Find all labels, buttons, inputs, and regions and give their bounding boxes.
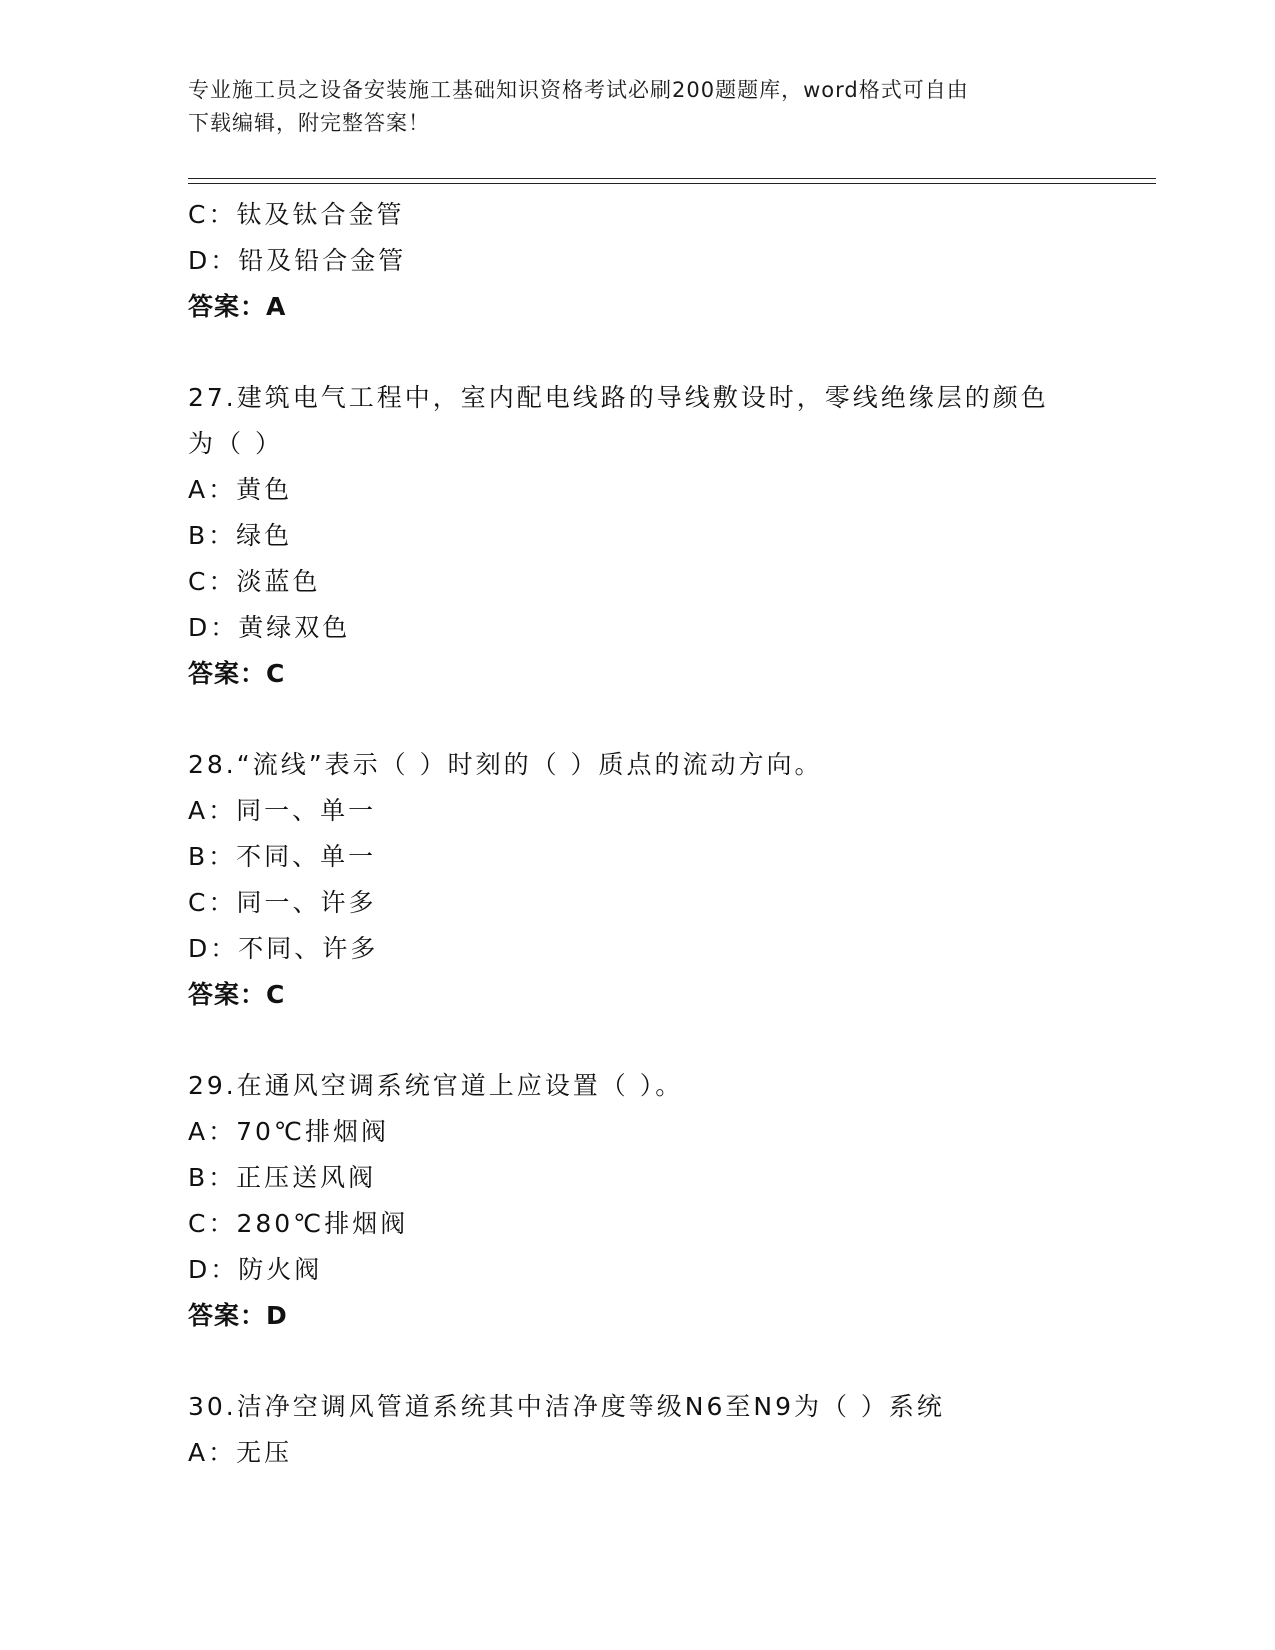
question-30	[188, 1384, 1148, 1476]
option-b: B：不同、单一	[188, 842, 377, 871]
option-a: A：70℃排烟阀	[188, 1117, 389, 1146]
header-line-1: 专业施工员之设备安装施工基础知识资格考试必刷200题题库，word格式可自由	[188, 78, 969, 102]
option-c: C：淡蓝色	[188, 567, 321, 596]
question-text-cont: 为（ ）	[188, 429, 283, 458]
option-d: D：黄绿双色	[188, 613, 351, 642]
option-b: B：正压送风阀	[188, 1163, 377, 1192]
question-text: 29.在通风空调系统官道上应设置（ ）。	[188, 1071, 684, 1100]
answer: 答案：C	[188, 659, 286, 688]
option-c: C：280℃排烟阀	[188, 1209, 409, 1238]
option-d: D：铅及铅合金管	[188, 246, 407, 275]
option-d: D：防火阀	[188, 1255, 323, 1284]
question-list	[188, 192, 1148, 1476]
question-text: 30.洁净空调风管道系统其中洁净度等级N6至N9为（ ）系统	[188, 1392, 945, 1421]
option-d: D：不同、许多	[188, 934, 379, 963]
header-divider-top	[188, 178, 1156, 179]
question-29	[188, 1063, 1148, 1339]
answer: 答案：D	[188, 1301, 288, 1330]
option-b: B：绿色	[188, 521, 293, 550]
option-a: A：黄色	[188, 475, 293, 504]
option-c: C：钛及钛合金管	[188, 200, 405, 229]
option-a: A：无压	[188, 1438, 293, 1467]
answer: 答案：A	[188, 292, 287, 321]
header-divider-bottom	[188, 183, 1156, 184]
option-c: C：同一、许多	[188, 888, 377, 917]
question-27	[188, 375, 1148, 697]
question-26-tail	[188, 192, 1148, 330]
header-line-2: 下载编辑，附完整答案！	[188, 111, 430, 135]
option-a: A：同一、单一	[188, 796, 377, 825]
question-text: 27.建筑电气工程中，室内配电线路的导线敷设时，零线绝缘层的颜色	[188, 383, 1049, 412]
question-28	[188, 742, 1148, 1018]
question-text: 28.“流线”表示（ ）时刻的（ ）质点的流动方向。	[188, 750, 823, 779]
answer: 答案：C	[188, 980, 286, 1009]
document-header	[188, 74, 1088, 140]
